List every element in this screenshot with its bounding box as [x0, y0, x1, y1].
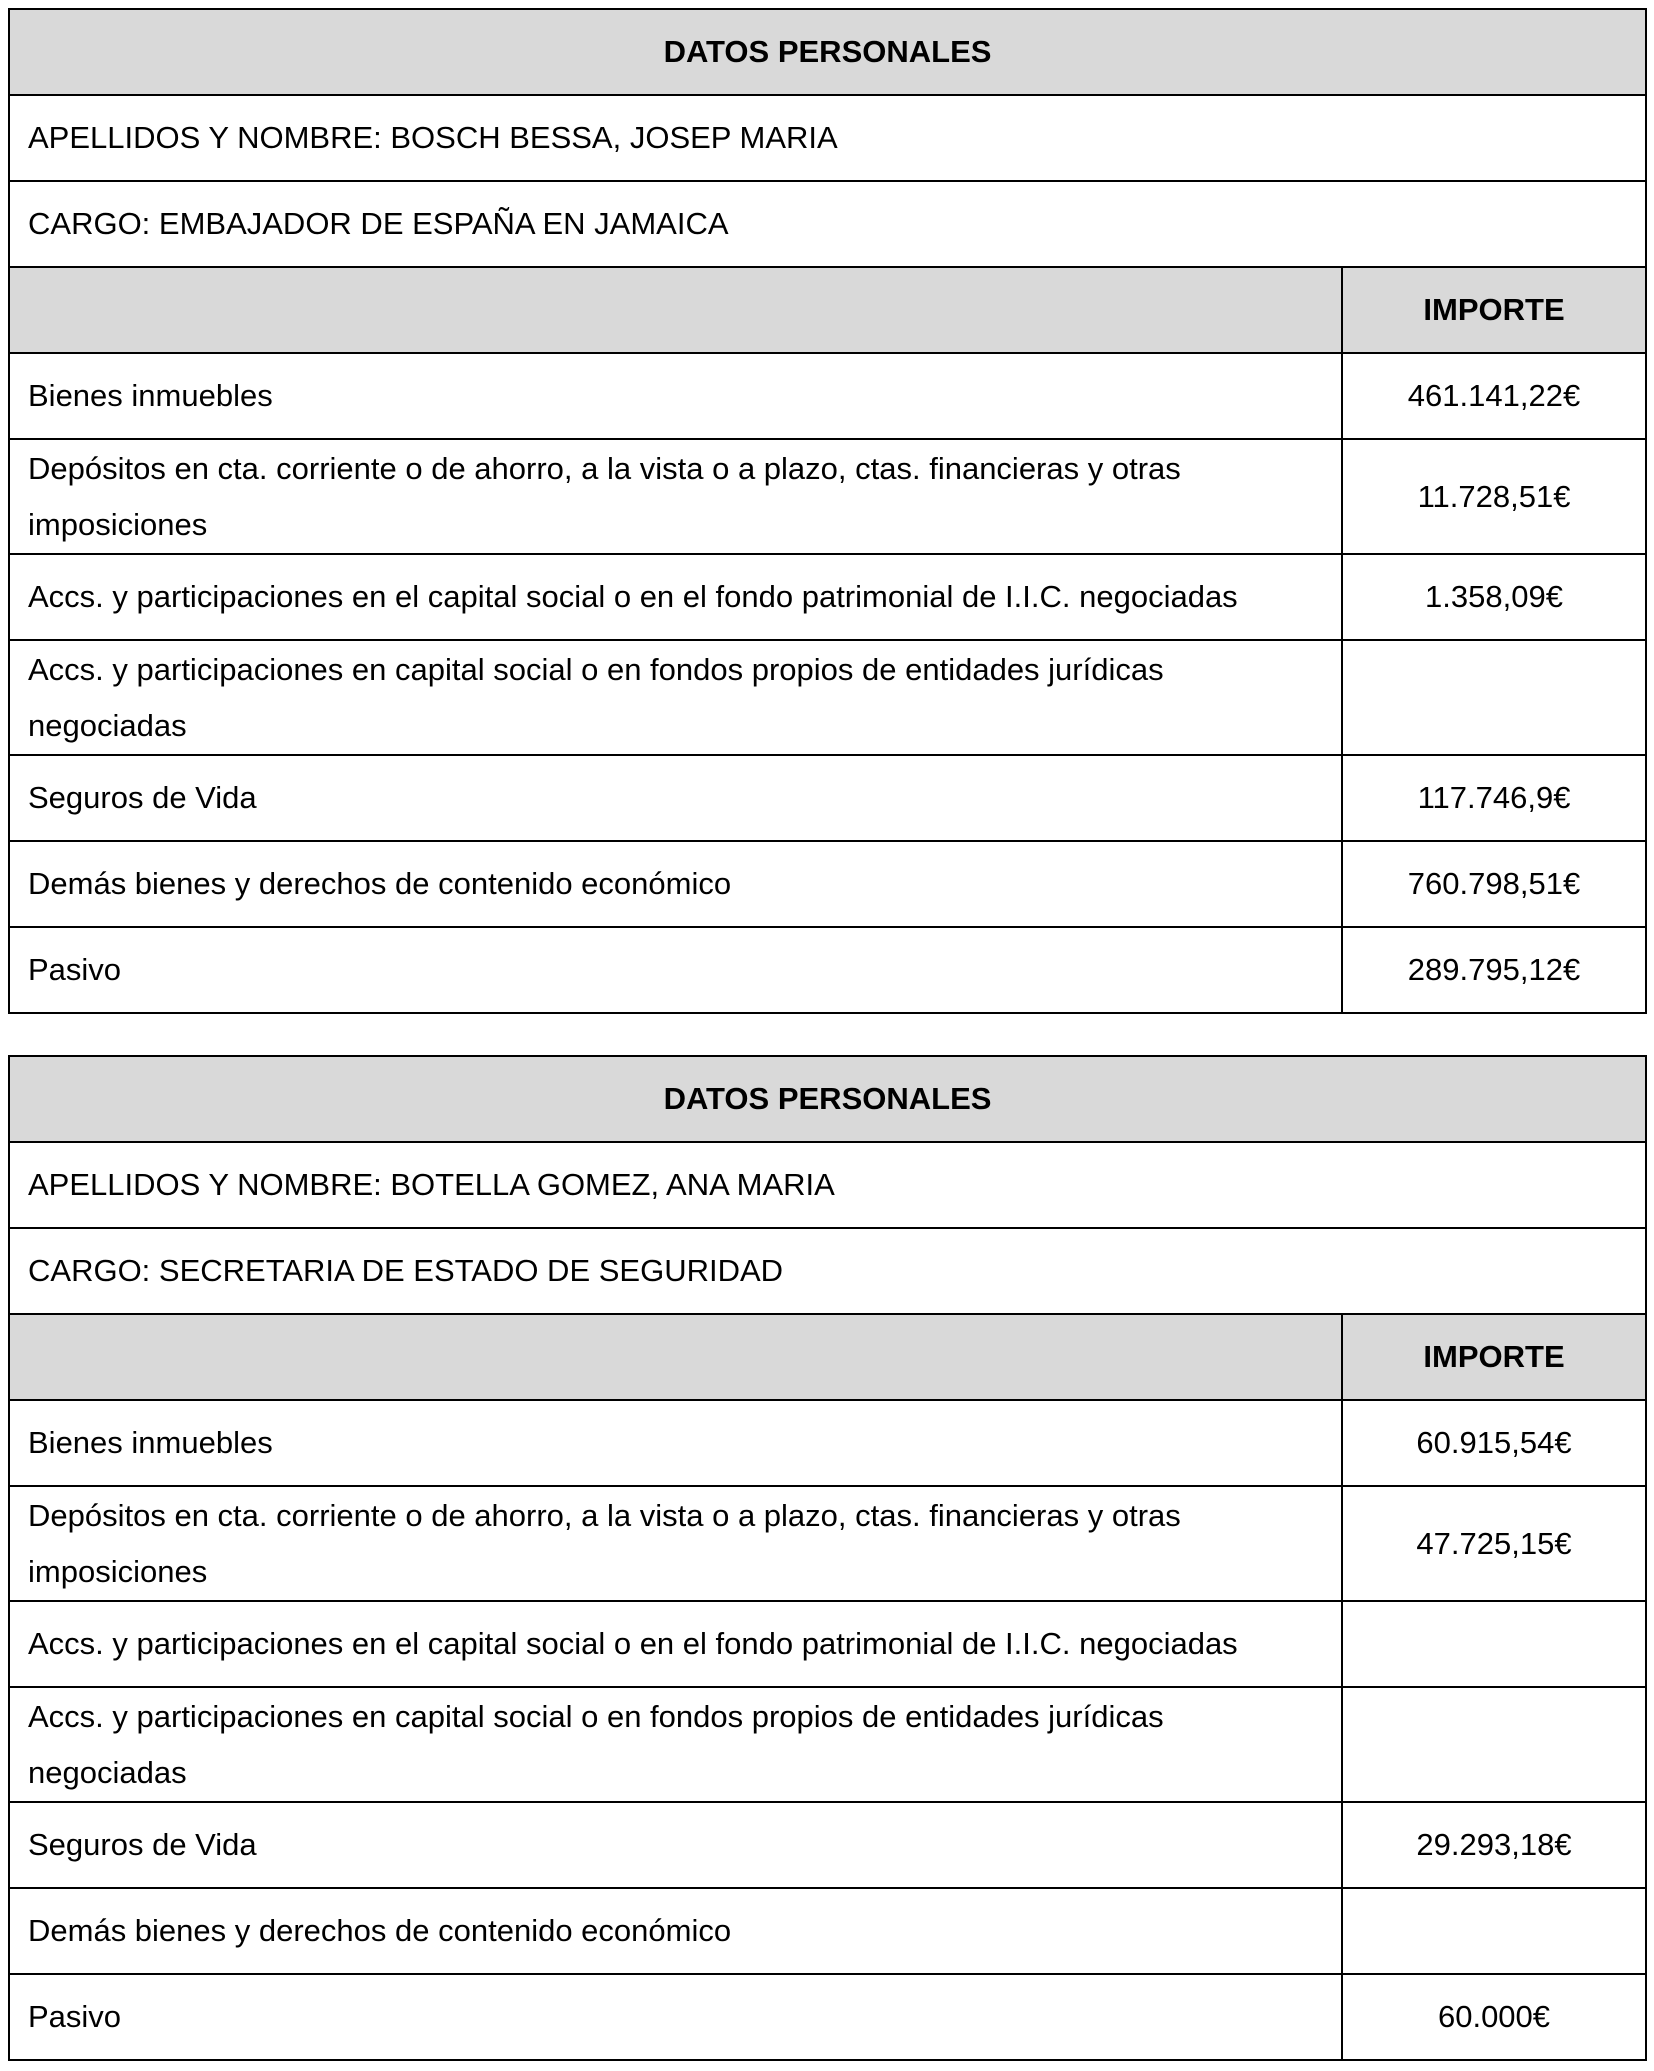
table-row — [9, 1400, 1646, 1486]
table-row — [9, 1888, 1646, 1974]
section-title: DATOS PERSONALES — [9, 1056, 1646, 1142]
table-row — [9, 554, 1646, 640]
row-label: Demás bienes y derechos de contenido económico — [9, 1888, 1342, 1974]
row-label: Bienes inmuebles — [9, 1400, 1342, 1486]
row-label: Demás bienes y derechos de contenido económico — [9, 841, 1342, 927]
row-label: Pasivo — [9, 927, 1342, 1013]
row-label: Accs. y participaciones en capital social o en fondos propios de entidades jurídicas negociadas — [9, 1687, 1342, 1802]
name-line: APELLIDOS Y NOMBRE: BOTELLA GOMEZ, ANA MARIA — [9, 1142, 1646, 1228]
declaration-table-2 — [8, 1055, 1647, 2061]
row-amount: 60.915,54€ — [1342, 1400, 1646, 1486]
amount-header: IMPORTE — [1342, 1314, 1646, 1400]
row-label: Depósitos en cta. corriente o de ahorro, a la vista o a plazo, ctas. financieras y otras imposiciones — [9, 439, 1342, 554]
table-row — [9, 353, 1646, 439]
section-title: DATOS PERSONALES — [9, 9, 1646, 95]
amount-header: IMPORTE — [1342, 267, 1646, 353]
table-row — [9, 927, 1646, 1013]
row-label: Pasivo — [9, 1974, 1342, 2060]
table-row — [9, 1601, 1646, 1687]
table-row — [9, 841, 1646, 927]
table-row — [9, 755, 1646, 841]
table-row — [9, 439, 1646, 554]
name-line: APELLIDOS Y NOMBRE: BOSCH BESSA, JOSEP MARIA — [9, 95, 1646, 181]
table-row — [9, 640, 1646, 755]
cargo-line: CARGO: EMBAJADOR DE ESPAÑA EN JAMAICA — [9, 181, 1646, 267]
table-row — [9, 1486, 1646, 1601]
row-label: Accs. y participaciones en capital social o en fondos propios de entidades jurídicas negociadas — [9, 640, 1342, 755]
row-amount: 47.725,15€ — [1342, 1486, 1646, 1601]
row-amount: 11.728,51€ — [1342, 439, 1646, 554]
row-amount — [1342, 1687, 1646, 1802]
row-amount: 461.141,22€ — [1342, 353, 1646, 439]
row-amount: 1.358,09€ — [1342, 554, 1646, 640]
row-amount — [1342, 1888, 1646, 1974]
blank-header-cell — [9, 1314, 1342, 1400]
row-amount — [1342, 640, 1646, 755]
declaration-table-1 — [8, 8, 1647, 1014]
row-label: Seguros de Vida — [9, 755, 1342, 841]
table-row — [9, 1687, 1646, 1802]
row-label: Depósitos en cta. corriente o de ahorro, a la vista o a plazo, ctas. financieras y otras imposiciones — [9, 1486, 1342, 1601]
row-amount: 29.293,18€ — [1342, 1802, 1646, 1888]
row-amount — [1342, 1601, 1646, 1687]
blank-header-cell — [9, 267, 1342, 353]
table-row — [9, 1802, 1646, 1888]
row-label: Bienes inmuebles — [9, 353, 1342, 439]
row-amount: 60.000€ — [1342, 1974, 1646, 2060]
row-label: Accs. y participaciones en el capital social o en el fondo patrimonial de I.I.C. negociadas — [9, 554, 1342, 640]
row-label: Seguros de Vida — [9, 1802, 1342, 1888]
row-amount: 760.798,51€ — [1342, 841, 1646, 927]
row-label: Accs. y participaciones en el capital social o en el fondo patrimonial de I.I.C. negociadas — [9, 1601, 1342, 1687]
row-amount: 117.746,9€ — [1342, 755, 1646, 841]
row-amount: 289.795,12€ — [1342, 927, 1646, 1013]
cargo-line: CARGO: SECRETARIA DE ESTADO DE SEGURIDAD — [9, 1228, 1646, 1314]
table-row — [9, 1974, 1646, 2060]
